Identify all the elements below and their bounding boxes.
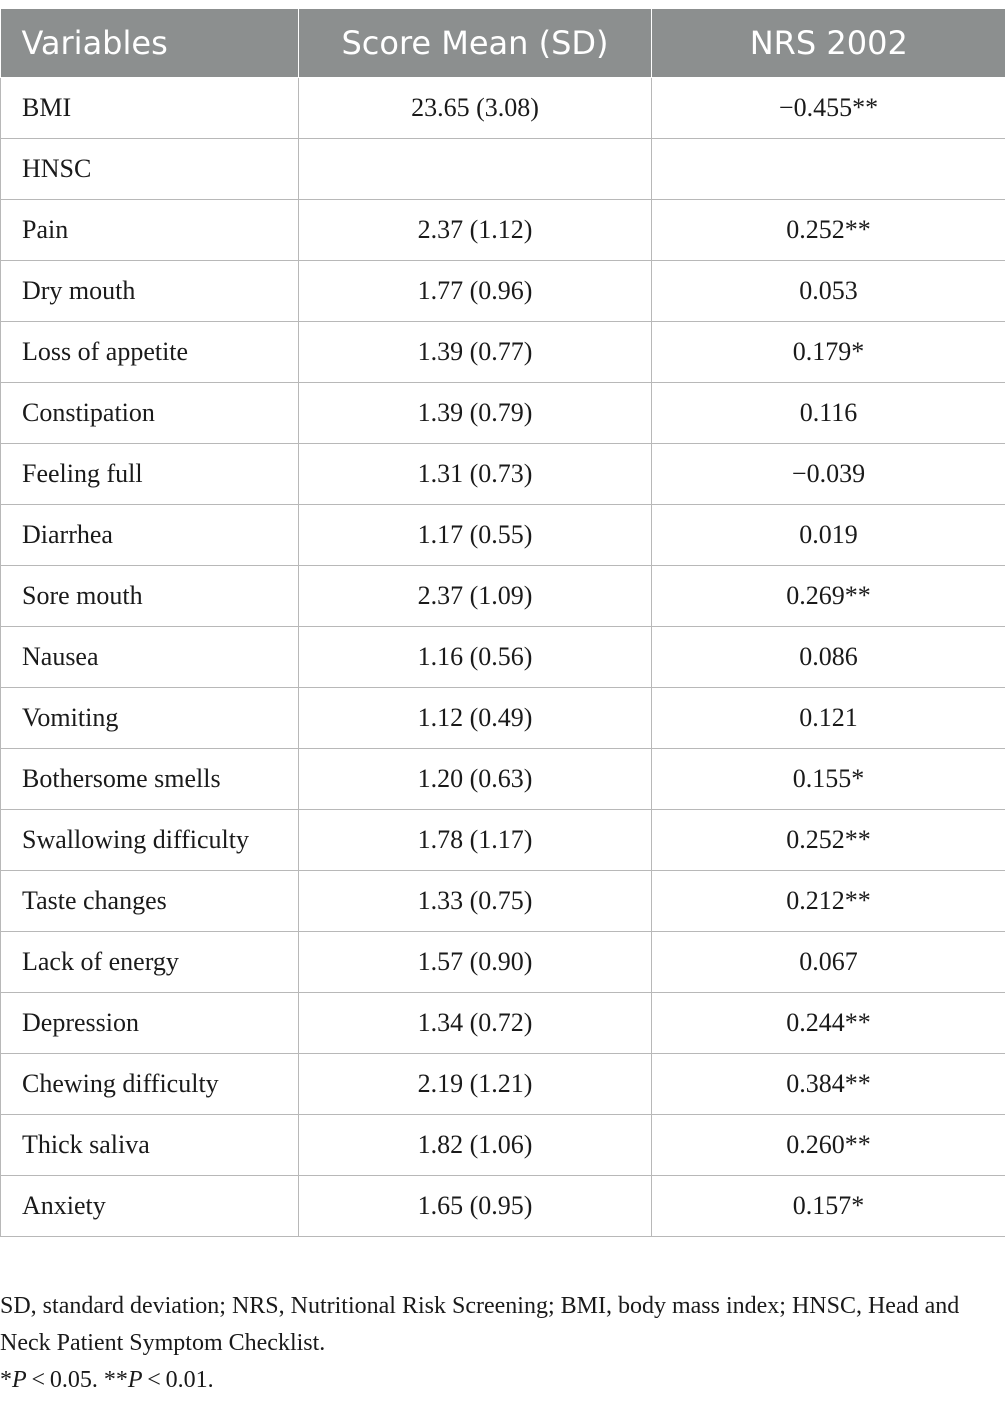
table-body [1, 78, 1005, 1237]
results-table [0, 9, 1005, 1237]
score-mean-sd-cell: 1.39 (0.77) [299, 322, 652, 383]
score-mean-sd-cell: 1.16 (0.56) [299, 627, 652, 688]
nrs-2002-cell: 0.252** [652, 810, 1005, 871]
variable-cell: Anxiety [1, 1176, 299, 1237]
nrs-2002-cell: 0.155* [652, 749, 1005, 810]
variable-cell: Diarrhea [1, 505, 299, 566]
score-mean-sd-cell: 1.77 (0.96) [299, 261, 652, 322]
nrs-2002-cell: 0.086 [652, 627, 1005, 688]
variable-cell: Taste changes [1, 871, 299, 932]
score-mean-sd-cell: 1.33 (0.75) [299, 871, 652, 932]
variable-cell: Vomiting [1, 688, 299, 749]
nrs-2002-cell: 0.067 [652, 932, 1005, 993]
table-row [1, 1054, 1005, 1115]
table-row [1, 322, 1005, 383]
table-row [1, 932, 1005, 993]
score-mean-sd-cell: 1.17 (0.55) [299, 505, 652, 566]
nrs-2002-cell: 0.116 [652, 383, 1005, 444]
variable-cell: Bothersome smells [1, 749, 299, 810]
nrs-2002-cell: 0.252** [652, 200, 1005, 261]
header-nrs-2002: NRS 2002 [652, 9, 1005, 78]
table-row [1, 566, 1005, 627]
table-row [1, 688, 1005, 749]
table-row [1, 261, 1005, 322]
variable-cell: Constipation [1, 383, 299, 444]
table-row [1, 1115, 1005, 1176]
score-mean-sd-cell: 1.65 (0.95) [299, 1176, 652, 1237]
variable-cell: HNSC [1, 139, 299, 200]
variable-cell: Lack of energy [1, 932, 299, 993]
table-footnotes [0, 1288, 990, 1399]
score-mean-sd-cell: 23.65 (3.08) [299, 78, 652, 139]
variable-cell: Loss of appetite [1, 322, 299, 383]
nrs-2002-cell: 0.053 [652, 261, 1005, 322]
table-row [1, 139, 1005, 200]
nrs-2002-cell: 0.179* [652, 322, 1005, 383]
score-mean-sd-cell: 1.20 (0.63) [299, 749, 652, 810]
score-mean-sd-cell: 1.31 (0.73) [299, 444, 652, 505]
score-mean-sd-cell [299, 139, 652, 200]
variable-cell: Pain [1, 200, 299, 261]
score-mean-sd-cell: 1.57 (0.90) [299, 932, 652, 993]
variable-cell: Chewing difficulty [1, 1054, 299, 1115]
score-mean-sd-cell: 1.12 (0.49) [299, 688, 652, 749]
table-row [1, 78, 1005, 139]
table-row [1, 200, 1005, 261]
table-header [1, 9, 1005, 78]
significance-threshold-1: < 0.05. [26, 1367, 104, 1393]
variable-cell: Sore mouth [1, 566, 299, 627]
significance-note [0, 1362, 990, 1399]
significance-star-2: ** [103, 1367, 128, 1393]
table-row [1, 627, 1005, 688]
nrs-2002-cell [652, 139, 1005, 200]
score-mean-sd-cell: 2.37 (1.09) [299, 566, 652, 627]
variable-cell: Thick saliva [1, 1115, 299, 1176]
table-row [1, 993, 1005, 1054]
score-mean-sd-cell: 2.37 (1.12) [299, 200, 652, 261]
results-table-container [0, 9, 1005, 1237]
variable-cell: Dry mouth [1, 261, 299, 322]
table-row [1, 383, 1005, 444]
variable-cell: BMI [1, 78, 299, 139]
variable-cell: Nausea [1, 627, 299, 688]
variable-cell: Depression [1, 993, 299, 1054]
table-row [1, 871, 1005, 932]
nrs-2002-cell: 0.384** [652, 1054, 1005, 1115]
nrs-2002-cell: 0.121 [652, 688, 1005, 749]
score-mean-sd-cell: 1.78 (1.17) [299, 810, 652, 871]
table-row [1, 505, 1005, 566]
table-row [1, 810, 1005, 871]
nrs-2002-cell: 0.157* [652, 1176, 1005, 1237]
table-row [1, 749, 1005, 810]
nrs-2002-cell: 0.212** [652, 871, 1005, 932]
score-mean-sd-cell: 1.82 (1.06) [299, 1115, 652, 1176]
nrs-2002-cell: 0.269** [652, 566, 1005, 627]
score-mean-sd-cell: 1.39 (0.79) [299, 383, 652, 444]
nrs-2002-cell: 0.260** [652, 1115, 1005, 1176]
variable-cell: Swallowing difficulty [1, 810, 299, 871]
significance-p-symbol-1: P [12, 1367, 27, 1393]
score-mean-sd-cell: 2.19 (1.21) [299, 1054, 652, 1115]
score-mean-sd-cell: 1.34 (0.72) [299, 993, 652, 1054]
header-variables: Variables [1, 9, 299, 78]
significance-star-1: * [0, 1367, 12, 1393]
table-row [1, 444, 1005, 505]
header-row [1, 9, 1005, 78]
table-row [1, 1176, 1005, 1237]
significance-p-symbol-2: P [127, 1367, 143, 1393]
header-score-mean-sd: Score Mean (SD) [299, 9, 652, 78]
nrs-2002-cell: −0.039 [652, 444, 1005, 505]
nrs-2002-cell: 0.244** [652, 993, 1005, 1054]
abbreviations-note: SD, standard deviation; NRS, Nutritional Risk Screening; BMI, body mass index; HNSC, Head and Neck Patient Symptom Checklist. [0, 1293, 960, 1356]
nrs-2002-cell: 0.019 [652, 505, 1005, 566]
variable-cell: Feeling full [1, 444, 299, 505]
nrs-2002-cell: −0.455** [652, 78, 1005, 139]
significance-threshold-2: < 0.01. [142, 1367, 214, 1393]
